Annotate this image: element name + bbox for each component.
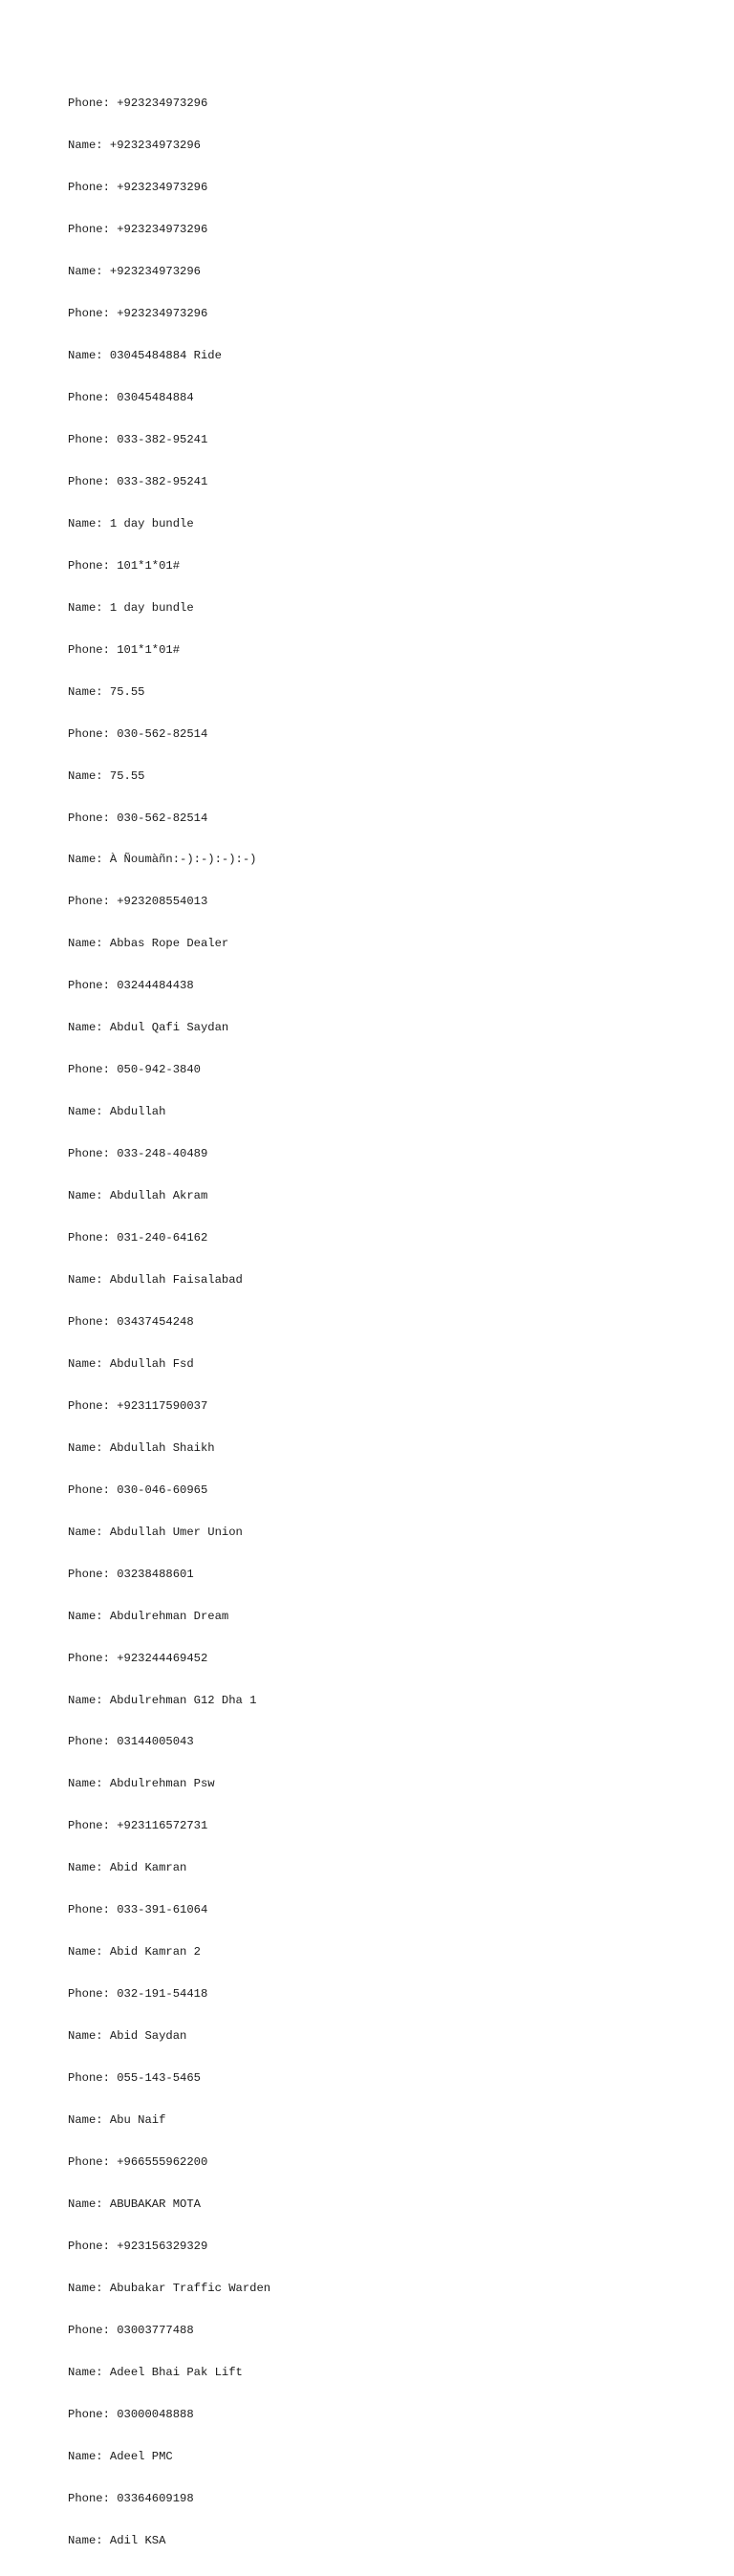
- contact-line: Name: Abdullah Umer Union: [68, 1525, 243, 1539]
- contact-line: Name: À Ñoumàñn:-):-):-):-): [68, 853, 257, 867]
- contact-line: Name: Abdul Qafi Saydan: [68, 1021, 229, 1035]
- contact-line: Phone: 03238488601: [68, 1567, 194, 1581]
- contact-line: Phone: 03045484884: [68, 390, 194, 404]
- contact-line: Phone: 031-240-64162: [68, 1231, 208, 1245]
- contact-line: Name: Abid Saydan: [68, 2029, 187, 2044]
- contact-line: Phone: 033-391-61064: [68, 1903, 208, 1917]
- contact-line: Name: 03045484884 Ride: [68, 349, 222, 363]
- contact-line: Phone: +923156329329: [68, 2239, 208, 2253]
- contact-line: Name: 1 day bundle: [68, 600, 194, 615]
- contact-line: Phone: 030-046-60965: [68, 1483, 208, 1497]
- contact-line: Phone: +923234973296: [68, 97, 208, 111]
- contact-line: Name: Abdulrehman G12 Dha 1: [68, 1693, 257, 1707]
- contact-line: Name: Abdullah Fsd: [68, 1356, 194, 1371]
- contact-line: Name: Abdullah Shaikh: [68, 1440, 215, 1455]
- contact-line: Phone: +923234973296: [68, 223, 208, 237]
- contact-line: Phone: 030-562-82514: [68, 811, 208, 825]
- contact-line: Phone: 03437454248: [68, 1314, 194, 1329]
- contact-line: Name: Abu Naif: [68, 2113, 166, 2128]
- contact-line: Name: Abdullah: [68, 1105, 166, 1119]
- contact-line: Phone: +923244469452: [68, 1651, 208, 1665]
- contact-line: Name: 75.55: [68, 684, 145, 699]
- contact-line: Phone: 101*1*01#: [68, 642, 181, 657]
- contact-line: Phone: 03144005043: [68, 1735, 194, 1749]
- contact-line: Name: 75.55: [68, 768, 145, 783]
- contact-line: Phone: 033-382-95241: [68, 432, 208, 446]
- contact-line: Phone: +923117590037: [68, 1398, 208, 1413]
- contact-list: [68, 69, 270, 2576]
- contact-line: Phone: +923208554013: [68, 895, 208, 909]
- contact-line: Name: +923234973296: [68, 139, 201, 153]
- contact-line: Phone: 03244484438: [68, 979, 194, 993]
- contact-line: Name: Abdullah Faisalabad: [68, 1273, 243, 1287]
- contact-line: Name: 1 day bundle: [68, 516, 194, 530]
- contact-line: Phone: 033-248-40489: [68, 1147, 208, 1161]
- contact-line: Phone: 101*1*01#: [68, 558, 181, 573]
- contact-line: Phone: 055-143-5465: [68, 2071, 201, 2086]
- contact-line: Name: Adil KSA: [68, 2533, 166, 2547]
- contact-line: Phone: 030-562-82514: [68, 726, 208, 741]
- contact-line: Name: Abubakar Traffic Warden: [68, 2281, 271, 2295]
- contact-line: Phone: +923234973296: [68, 307, 208, 321]
- contact-line: Phone: +966555962200: [68, 2155, 208, 2170]
- contact-line: Phone: 03000048888: [68, 2407, 194, 2421]
- contact-line: Phone: +923234973296: [68, 181, 208, 195]
- contact-line: Name: Adeel PMC: [68, 2449, 173, 2463]
- contact-line: Name: ABUBAKAR MOTA: [68, 2197, 201, 2211]
- contact-line: Name: Abdulrehman Dream: [68, 1609, 229, 1623]
- contact-line: Phone: 050-942-3840: [68, 1063, 201, 1077]
- contact-line: Name: Abid Kamran: [68, 1861, 187, 1875]
- contact-line: Phone: 03003777488: [68, 2323, 194, 2337]
- contact-line: Name: Abdulrehman Psw: [68, 1777, 215, 1791]
- contact-line: Phone: 033-382-95241: [68, 474, 208, 488]
- contact-line: Name: Abid Kamran 2: [68, 1945, 201, 1959]
- contact-line: Name: +923234973296: [68, 265, 201, 279]
- contact-line: Phone: 032-191-54418: [68, 1987, 208, 2002]
- contact-line: Name: Adeel Bhai Pak Lift: [68, 2365, 243, 2379]
- contact-line: Name: Abdullah Akram: [68, 1189, 208, 1203]
- contact-line: Phone: +923116572731: [68, 1819, 208, 1833]
- contact-line: Name: Abbas Rope Dealer: [68, 937, 229, 951]
- contact-line: Phone: 03364609198: [68, 2491, 194, 2505]
